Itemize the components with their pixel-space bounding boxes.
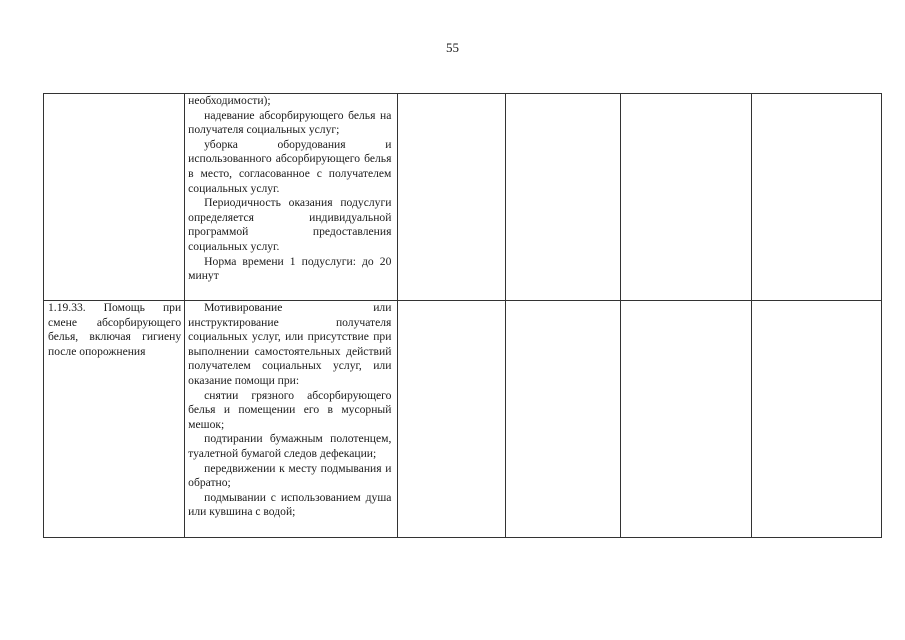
description-paragraph: уборка оборудования и использованного абсорбирующего белья в место, согласованное с получателем социальных услуг. xyxy=(188,137,392,195)
description-paragraph: необходимости); xyxy=(188,94,271,107)
empty-cell xyxy=(398,301,505,538)
empty-cell xyxy=(751,301,881,538)
service-description-cell xyxy=(185,301,398,538)
empty-cell xyxy=(751,94,881,301)
description-paragraph: Норма времени 1 подуслуги: до 20 минут xyxy=(188,254,392,283)
empty-cell xyxy=(620,94,751,301)
service-name-cell xyxy=(44,94,185,301)
services-table xyxy=(43,93,882,538)
empty-cell xyxy=(620,301,751,538)
table-row xyxy=(44,301,882,538)
service-name-cell xyxy=(44,301,185,538)
service-description-cell xyxy=(185,94,398,301)
empty-cell xyxy=(398,94,505,301)
page-number: 55 xyxy=(446,40,459,55)
description-paragraph: подтирании бумажным полотенцем, туалетной бумагой следов дефекации; xyxy=(188,432,392,460)
description-paragraph: передвижении к месту подмывания и обратно; xyxy=(188,461,392,490)
table-row xyxy=(44,94,882,301)
empty-cell xyxy=(505,301,620,538)
description-paragraph: подмывании с использованием душа или кувшина с водой; xyxy=(188,490,392,519)
service-name: 1.19.33. Помощь при смене абсорбирующего белья, включая гигиену после опорожнения xyxy=(48,301,182,358)
description-paragraph: надевание абсорбирующего белья на получателя социальных услуг; xyxy=(188,108,392,137)
description-paragraph: Периодичность оказания подуслуги определяется индивидуальной программой предоставления социальных услуг. xyxy=(188,196,392,253)
empty-cell xyxy=(505,94,620,301)
description-paragraph: снятии грязного абсорбирующего белья и помещении его в мусорный мешок; xyxy=(188,388,392,431)
description-paragraph: Мотивирование или инструктирование получателя социальных услуг, или присутствие при выполнении самостоятельных действий получателем социальных услуг, или оказание помощи при: xyxy=(188,301,392,387)
